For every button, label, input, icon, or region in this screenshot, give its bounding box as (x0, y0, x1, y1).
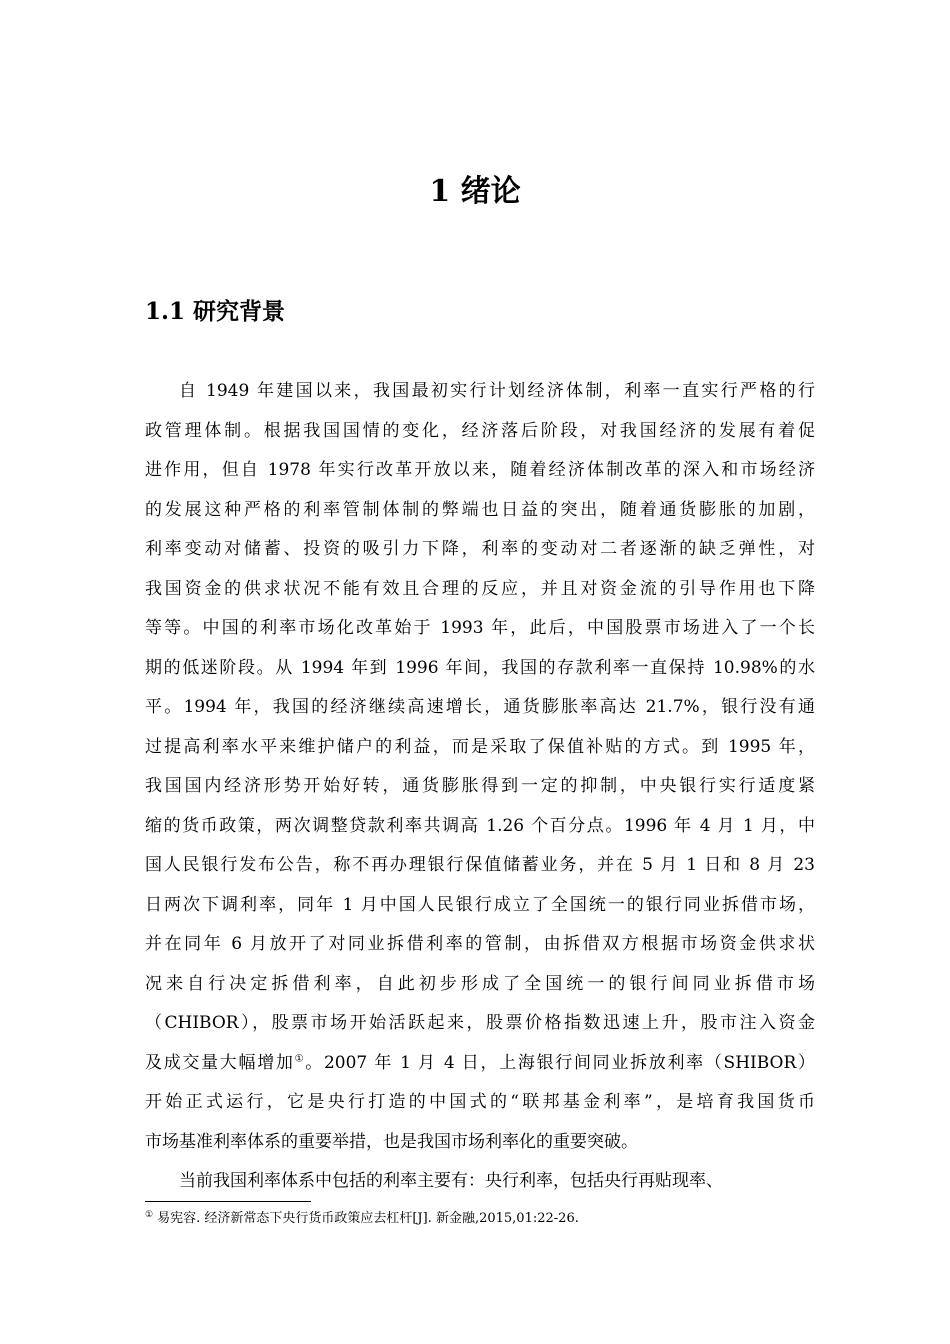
paragraph-line: 并在同年 6 月放开了对同业拆借利率的管制，由拆借双方根据市场资金供求状 (145, 934, 815, 954)
line-text-before-note: 及成交量大幅增加 (145, 1052, 295, 1073)
footnote (145, 1208, 579, 1230)
paragraph-line: 况来自行决定拆借利率，自此初步形成了全国统一的银行间同业拆借市场 (145, 973, 815, 994)
footnote-text: 易宪容. 经济新常态下央行货币政策应去杠杆[J]. 新金融,2015,01:22-26. (157, 1211, 579, 1226)
paragraph-line: 当前我国利率体系中包括的利率主要有：央行利率，包括央行再贴现率、 (179, 1171, 723, 1191)
paragraph-line: 开始正式运行，它是央行打造的中国式的“联邦基金利率”，是培育我国货币 (145, 1092, 815, 1112)
paragraph-line: 自 1949 年建国以来，我国最初实行计划经济体制，利率一直实行严格的行 (179, 381, 815, 401)
line-text-after-note: 。2007 年 1 月 4 日，上海银行间同业拆放利率（SHIBOR） (305, 1052, 815, 1073)
paragraph-line: 过提高利率水平来维护储户的利益，而是采取了保值补贴的方式。到 1995 年， (145, 736, 815, 757)
paragraph-line: 我国资金的供求状况不能有效且合理的反应，并且对资金流的引导作用也下降 (145, 578, 815, 599)
paragraph-line: 期的低迷阶段。从 1994 年到 1996 年间，我国的存款利率一直保持 10.98%的水 (145, 657, 815, 678)
paragraph-line: 日两次下调利率，同年 1 月中国人民银行成立了全国统一的银行同业拆借市场， (145, 894, 815, 915)
paragraph-line-with-footnote (145, 1044, 815, 1084)
paragraph-line: 的发展这种严格的利率管制体制的弊端也日益的突出，随着通货膨胀的加剧， (145, 499, 815, 520)
body-text (145, 372, 815, 1202)
paragraph-line: 利率变动对储蓄、投资的吸引力下降，利率的变动对二者逐渐的缺乏弹性，对 (145, 539, 815, 559)
paragraph-line: 等等。中国的利率市场化改革始于 1993 年，此后，中国股票市场进入了一个长 (145, 618, 815, 638)
paragraph-line: 国人民银行发布公告，称不再办理银行保值储蓄业务，并在 5 月 1 日和 8 月 23 (145, 855, 815, 875)
paragraph-line: （CHIBOR），股票市场开始活跃起来，股票价格指数迅速上升，股市注入资金 (145, 1013, 815, 1033)
footnote-reference[interactable]: ① (294, 1052, 306, 1064)
footnote-separator (145, 1201, 311, 1202)
paragraph-line: 政管理体制。根据我国国情的变化，经济落后阶段，对我国经济的发展有着促 (145, 420, 815, 441)
paragraph-line: 我国国内经济形势开始好转，通货膨胀得到一定的抑制，中央银行实行适度紧 (145, 776, 815, 796)
paragraph-line: 平。1994 年，我国的经济继续高速增长，通货膨胀率高达 21.7%，银行没有通 (145, 697, 815, 717)
chapter-title: 1 绪论 (429, 174, 521, 209)
section-title: 1.1 研究背景 (145, 298, 286, 325)
paragraph-line: 进作用，但自 1978 年实行改革开放以来，随着经济体制改革的深入和市场经济 (145, 460, 815, 480)
paragraph-line: 缩的货币政策，两次调整贷款利率共调高 1.26 个百分点。1996 年 4 月 1 月，中 (145, 815, 815, 836)
footnote-marker: ① (145, 1209, 154, 1220)
paragraph-line: 市场基准利率体系的重要举措，也是我国市场利率化的重要突破。 (145, 1131, 638, 1152)
